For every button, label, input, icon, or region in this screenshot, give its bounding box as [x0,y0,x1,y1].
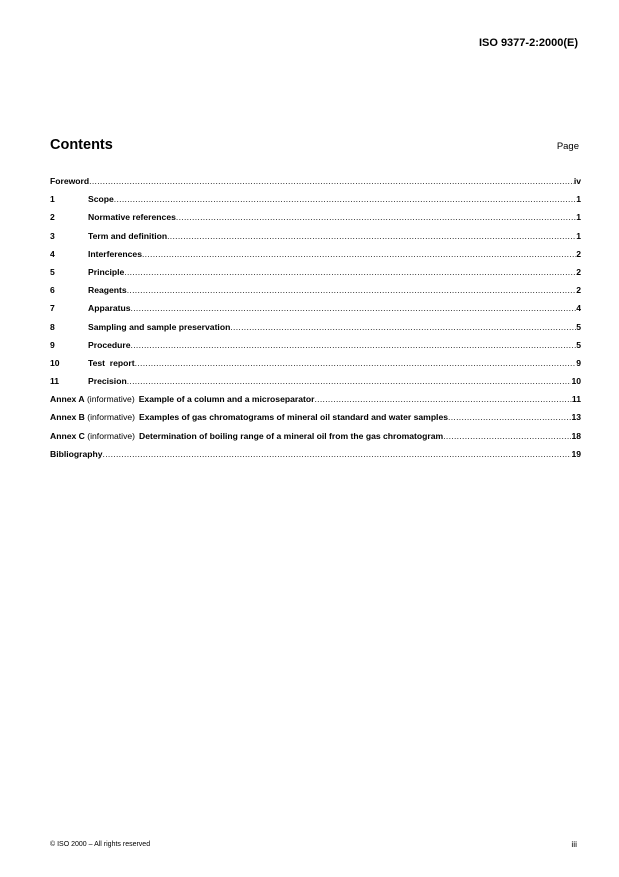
toc-entry-bibliography[interactable] [50,449,581,467]
toc-entry-title: Bibliography [50,448,103,459]
toc-leader-dots [89,176,574,186]
toc-leader-dots [314,394,571,404]
toc-entry[interactable] [50,322,581,340]
copyright-notice: © ISO 2000 – All rights reserved [50,841,151,848]
annex-type: (informative) [87,430,136,441]
annex-label [50,412,135,422]
toc-leader-dots [176,212,576,222]
toc-entry-page: 2 [576,248,581,259]
toc-entry-title: Apparatus [88,303,131,314]
toc-leader-dots [127,285,577,295]
toc-entry-page: 2 [576,266,581,277]
toc-entry-foreword[interactable] [50,176,581,194]
toc-entry-page: 13 [571,412,581,423]
annex-type: (informative) [87,412,136,423]
toc-entry-title: Procedure [88,339,131,350]
toc-entry-title: Scope [88,194,114,205]
toc-entry-title: Determination of boiling range of a mineral oil from the gas chromatogram [139,430,444,441]
annex-id: Annex A [50,394,85,405]
toc-entry-page: 10 [571,376,581,387]
toc-entry[interactable] [50,231,581,249]
toc-leader-dots [131,303,577,313]
toc-annex-b[interactable] [50,412,581,430]
toc-entry-title: Term and definition [88,230,168,241]
toc-entry-title: Examples of gas chromatograms of mineral oil standard and water samples [139,412,449,423]
toc-entry-page: 1 [576,194,581,205]
toc-entry-number: 3 [50,230,55,241]
annex-id: Annex C [50,430,85,441]
toc-entry-title: Reagents [88,285,127,296]
toc-entry[interactable] [50,303,581,321]
toc-leader-dots [142,249,576,259]
toc-entry-number: 11 [50,376,60,387]
annex-label [50,394,135,404]
toc-entry[interactable] [50,358,581,376]
toc-entry[interactable] [50,267,581,285]
toc-entry-number: 10 [50,357,60,368]
toc-entry[interactable] [50,285,581,303]
toc-entry-page: 11 [571,394,581,405]
toc-leader-dots [127,376,572,386]
toc-entry-page: iv [573,176,581,186]
toc-entry[interactable] [50,212,581,230]
document-id: ISO 9377-2:2000(E) [478,37,578,49]
toc-entry-page: 5 [576,339,581,350]
toc-entry-number: 6 [50,285,55,296]
toc-leader-dots [131,340,577,350]
toc-leader-dots [167,231,576,241]
annex-type: (informative) [86,394,135,405]
toc-entry-title: Sampling and sample preservation [88,321,231,332]
toc-entry[interactable] [50,249,581,267]
toc-entry-page: 2 [576,285,581,296]
toc-leader-dots [135,358,577,368]
contents-heading: Contents [50,137,113,153]
toc-entry-title: Foreword [50,176,90,186]
toc-entry-number: 5 [50,266,55,277]
toc-entry-page: 9 [576,357,581,368]
page-column-label: Page [556,141,579,152]
toc-entry-title: Example of a column and a microseparator [138,394,315,405]
toc-leader-dots [230,322,576,332]
page-number: iii [571,839,577,849]
toc-entry-page: 5 [576,321,581,332]
toc-leader-dots [114,194,576,204]
toc-entry-title: Interferences [88,248,142,259]
toc-leader-dots [103,449,572,459]
table-of-contents [50,176,581,467]
toc-entry-page: 4 [576,303,581,314]
toc-entry-number: 9 [50,339,55,350]
toc-entry-number: 1 [50,194,55,205]
toc-leader-dots [448,412,571,422]
toc-entry-title: Normative references [88,212,176,223]
toc-leader-dots [124,267,576,277]
toc-entry[interactable] [50,194,581,212]
toc-entry-title: Precision [88,376,127,387]
toc-entry-page: 19 [571,448,581,459]
toc-leader-dots [443,431,571,441]
toc-entry[interactable] [50,376,581,394]
toc-entry[interactable] [50,340,581,358]
toc-annex-a[interactable] [50,394,581,412]
toc-entry-title: Test report [88,357,135,368]
toc-entry-page: 18 [571,430,581,441]
toc-entry-title: Principle [88,266,125,277]
toc-annex-c[interactable] [50,431,581,449]
annex-label [50,431,135,441]
toc-entry-number: 8 [50,321,55,332]
toc-entry-number: 2 [50,212,55,223]
annex-id: Annex B [50,412,85,423]
toc-entry-number: 7 [50,303,55,314]
toc-entry-page: 1 [576,212,581,223]
toc-entry-page: 1 [576,230,581,241]
toc-entry-number: 4 [50,248,55,259]
